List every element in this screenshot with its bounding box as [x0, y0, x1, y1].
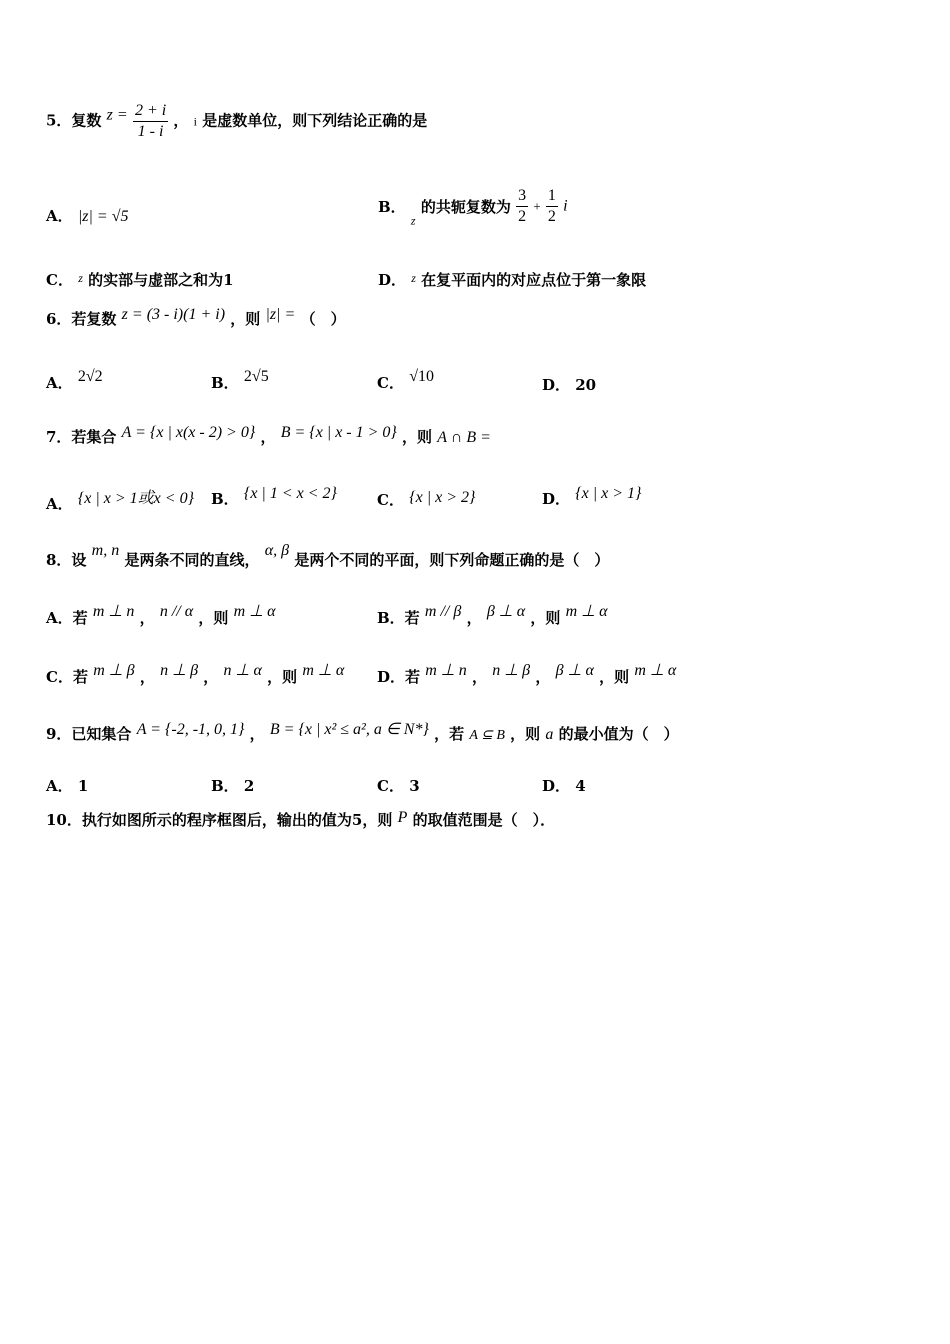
- q8-c-then: ，则: [267, 668, 298, 686]
- q6-c-math: √10: [409, 368, 434, 385]
- question-10: [46, 809, 555, 830]
- q9-a-text: 1: [77, 777, 89, 795]
- q8-stem: 8．设: [46, 551, 87, 569]
- q6-paren: （ ）: [300, 310, 346, 328]
- q7-b-math: {x | 1 < x < 2}: [243, 485, 337, 502]
- question-7: [46, 424, 491, 447]
- q5-z-eq: z =: [106, 106, 128, 124]
- q9-a: a: [545, 726, 554, 743]
- q5-b-f1d: 2: [518, 208, 527, 225]
- q6-absz: |z| =: [265, 306, 296, 323]
- q7-mid: ，则: [402, 428, 433, 446]
- q9-comma: ，: [249, 725, 265, 743]
- q7-b-label: B．: [211, 490, 239, 508]
- q5-b-plus: +: [533, 198, 541, 214]
- q8-a-c2: n // α: [159, 603, 194, 620]
- q7-c-math: {x | x > 2}: [409, 489, 476, 506]
- q7-set-a: A = {x | x(x - 2) > 0}: [121, 424, 256, 441]
- q8-a-res: m ⊥ α: [233, 603, 276, 620]
- q5-b-frac2: [546, 186, 558, 227]
- q5-fraction: [133, 101, 168, 142]
- q5-d-z: z: [411, 271, 416, 285]
- q8-d-then: ，则: [599, 668, 630, 686]
- q7-option-a: [46, 485, 194, 514]
- q7-d-math: {x | x > 1}: [575, 485, 642, 502]
- q8-a-sep: ，: [139, 609, 155, 627]
- question-9: [46, 719, 679, 744]
- q5-frac-den: 1 - i: [137, 123, 164, 140]
- q8-b-c1: m // β: [424, 603, 462, 620]
- q8-d-res: m ⊥ α: [634, 662, 677, 679]
- q5-tail: 是虚数单位，则下列结论正确的是: [202, 111, 428, 130]
- q9-option-a: [46, 775, 88, 796]
- q8-mn: m, n: [91, 542, 120, 559]
- q8-d-c2: n ⊥ β: [492, 662, 531, 679]
- q9-set-a: A = {-2, -1, 0, 1}: [136, 721, 245, 738]
- q5-option-a: [46, 205, 128, 226]
- q8-d-sep2: ，: [535, 668, 551, 686]
- q8-b-res: m ⊥ α: [565, 603, 608, 620]
- q9-option-d: [542, 775, 586, 796]
- q5-c-text: 的实部与虚部之和为1: [88, 271, 234, 289]
- q8-a-c1: m ⊥ n: [92, 603, 135, 620]
- q6-d-label: D．: [542, 376, 571, 394]
- q5-d-text: 在复平面内的对应点位于第一象限: [421, 271, 647, 289]
- q5-b-f1n: 3: [516, 186, 528, 207]
- q8-d-c1: m ⊥ n: [425, 662, 467, 679]
- q5-frac-num: 2 + i: [133, 101, 168, 122]
- q8-b-label: B．若: [377, 609, 420, 627]
- q6-option-a: [46, 368, 103, 393]
- q6-option-c: [377, 368, 434, 393]
- q8-d-c3: β ⊥ α: [555, 662, 594, 679]
- q9-option-b: [211, 775, 254, 796]
- q8-ab: α, β: [264, 542, 290, 559]
- q8-c-c3: n ⊥ α: [223, 662, 262, 679]
- q7-option-b: [211, 485, 337, 509]
- q9-cond: A ⊆ B: [469, 728, 505, 743]
- q9-d-label: D．: [542, 777, 571, 795]
- q9-stem: 9．已知集合: [46, 725, 132, 743]
- q5-b-z: z: [410, 213, 416, 228]
- q6-b-math: 2√5: [243, 368, 269, 385]
- q8-b-then: ，则: [530, 609, 561, 627]
- q9-c-label: C．: [377, 777, 404, 795]
- q5-c-z: z: [78, 271, 83, 285]
- q5-a-math: |z| = √5: [77, 208, 129, 225]
- question-6: [46, 306, 346, 329]
- q9-b-text: 2: [243, 777, 255, 795]
- q5-option-d: [378, 269, 646, 290]
- q5-d-label: D．: [378, 271, 407, 289]
- q9-tail: 的最小值为（ ）: [558, 725, 679, 743]
- q9-set-b: B = {x | x² ≤ a², a ∈ N*}: [269, 721, 429, 738]
- q8-b-sep: ，: [466, 609, 482, 627]
- q5-b-f2n: 1: [546, 186, 558, 207]
- q10-tail: 的取值范围是（ ）．: [412, 811, 556, 829]
- q5-option-b: [378, 186, 568, 229]
- q7-ask: A ∩ B =: [437, 429, 491, 446]
- q5-b-i: i: [563, 197, 568, 215]
- q7-comma: ，: [260, 428, 276, 446]
- q8-mid: 是两条不同的直线，: [124, 551, 260, 569]
- q10-p: P: [397, 809, 408, 826]
- q10-stem: 10．执行如图所示的程序框图后，输出的值为5，则: [46, 811, 393, 829]
- q6-option-d: [542, 374, 596, 395]
- q8-c-label: C．若: [46, 668, 88, 686]
- q7-option-d: [542, 485, 641, 509]
- q7-a-label: A．: [46, 495, 73, 513]
- q5-b-f2d: 2: [547, 208, 556, 225]
- q9-mid2: ，则: [510, 725, 541, 743]
- q5-i: i: [193, 114, 198, 129]
- q9-mid: ，若: [434, 725, 465, 743]
- q6-d-text: 20: [575, 376, 597, 394]
- q5-option-c: [46, 269, 234, 290]
- q6-stem: 6．若复数: [46, 310, 117, 328]
- q8-tail: 是两个不同的平面，则下列命题正确的是（ ）: [294, 551, 610, 569]
- question-5: [46, 101, 427, 142]
- q8-option-a: [46, 601, 276, 628]
- q5-a-label: A．: [46, 207, 73, 225]
- q8-a-then: ，则: [198, 609, 229, 627]
- q9-option-c: [377, 775, 420, 796]
- q6-b-label: B．: [211, 374, 239, 392]
- q7-option-c: [377, 489, 475, 510]
- q8-option-c: [46, 660, 344, 687]
- q7-d-label: D．: [542, 490, 571, 508]
- q9-d-text: 4: [575, 777, 586, 795]
- q9-b-label: B．: [211, 777, 239, 795]
- q6-a-label: A．: [46, 374, 73, 392]
- q8-option-d: [377, 660, 676, 687]
- q5-b-text: 的共轭复数为: [420, 198, 511, 216]
- q8-c-sep2: ，: [203, 668, 219, 686]
- q9-a-label: A．: [46, 777, 73, 795]
- q8-b-c2: β ⊥ α: [486, 603, 526, 620]
- q6-math: z = (3 - i)(1 + i): [121, 306, 226, 323]
- q8-d-sep1: ，: [471, 668, 487, 686]
- q5-b-frac1: [516, 186, 528, 227]
- q5-c-label: C．: [46, 271, 73, 289]
- question-8: [46, 542, 609, 570]
- q6-c-label: C．: [377, 374, 404, 392]
- q7-stem: 7．若集合: [46, 428, 117, 446]
- q6-option-b: [211, 368, 269, 393]
- q8-a-label: A．若: [46, 609, 88, 627]
- q8-option-b: [377, 601, 608, 628]
- q9-c-text: 3: [409, 777, 420, 795]
- q7-a-math: {x | x > 1或x < 0}: [77, 490, 194, 507]
- q6-a-math: 2√2: [77, 368, 103, 385]
- q8-c-res: m ⊥ α: [302, 662, 345, 679]
- q8-c-sep1: ，: [139, 668, 155, 686]
- q5-b-label: B．: [378, 198, 406, 216]
- q5-stem: 5．复数: [46, 111, 102, 130]
- q6-mid: ，则: [230, 310, 261, 328]
- q5-mid: ，: [173, 111, 189, 130]
- q7-set-b: B = {x | x - 1 > 0}: [280, 424, 397, 441]
- q8-d-label: D．若: [377, 668, 421, 686]
- q8-c-c2: n ⊥ β: [160, 662, 199, 679]
- q8-c-c1: m ⊥ β: [93, 662, 135, 679]
- q7-c-label: C．: [377, 491, 404, 509]
